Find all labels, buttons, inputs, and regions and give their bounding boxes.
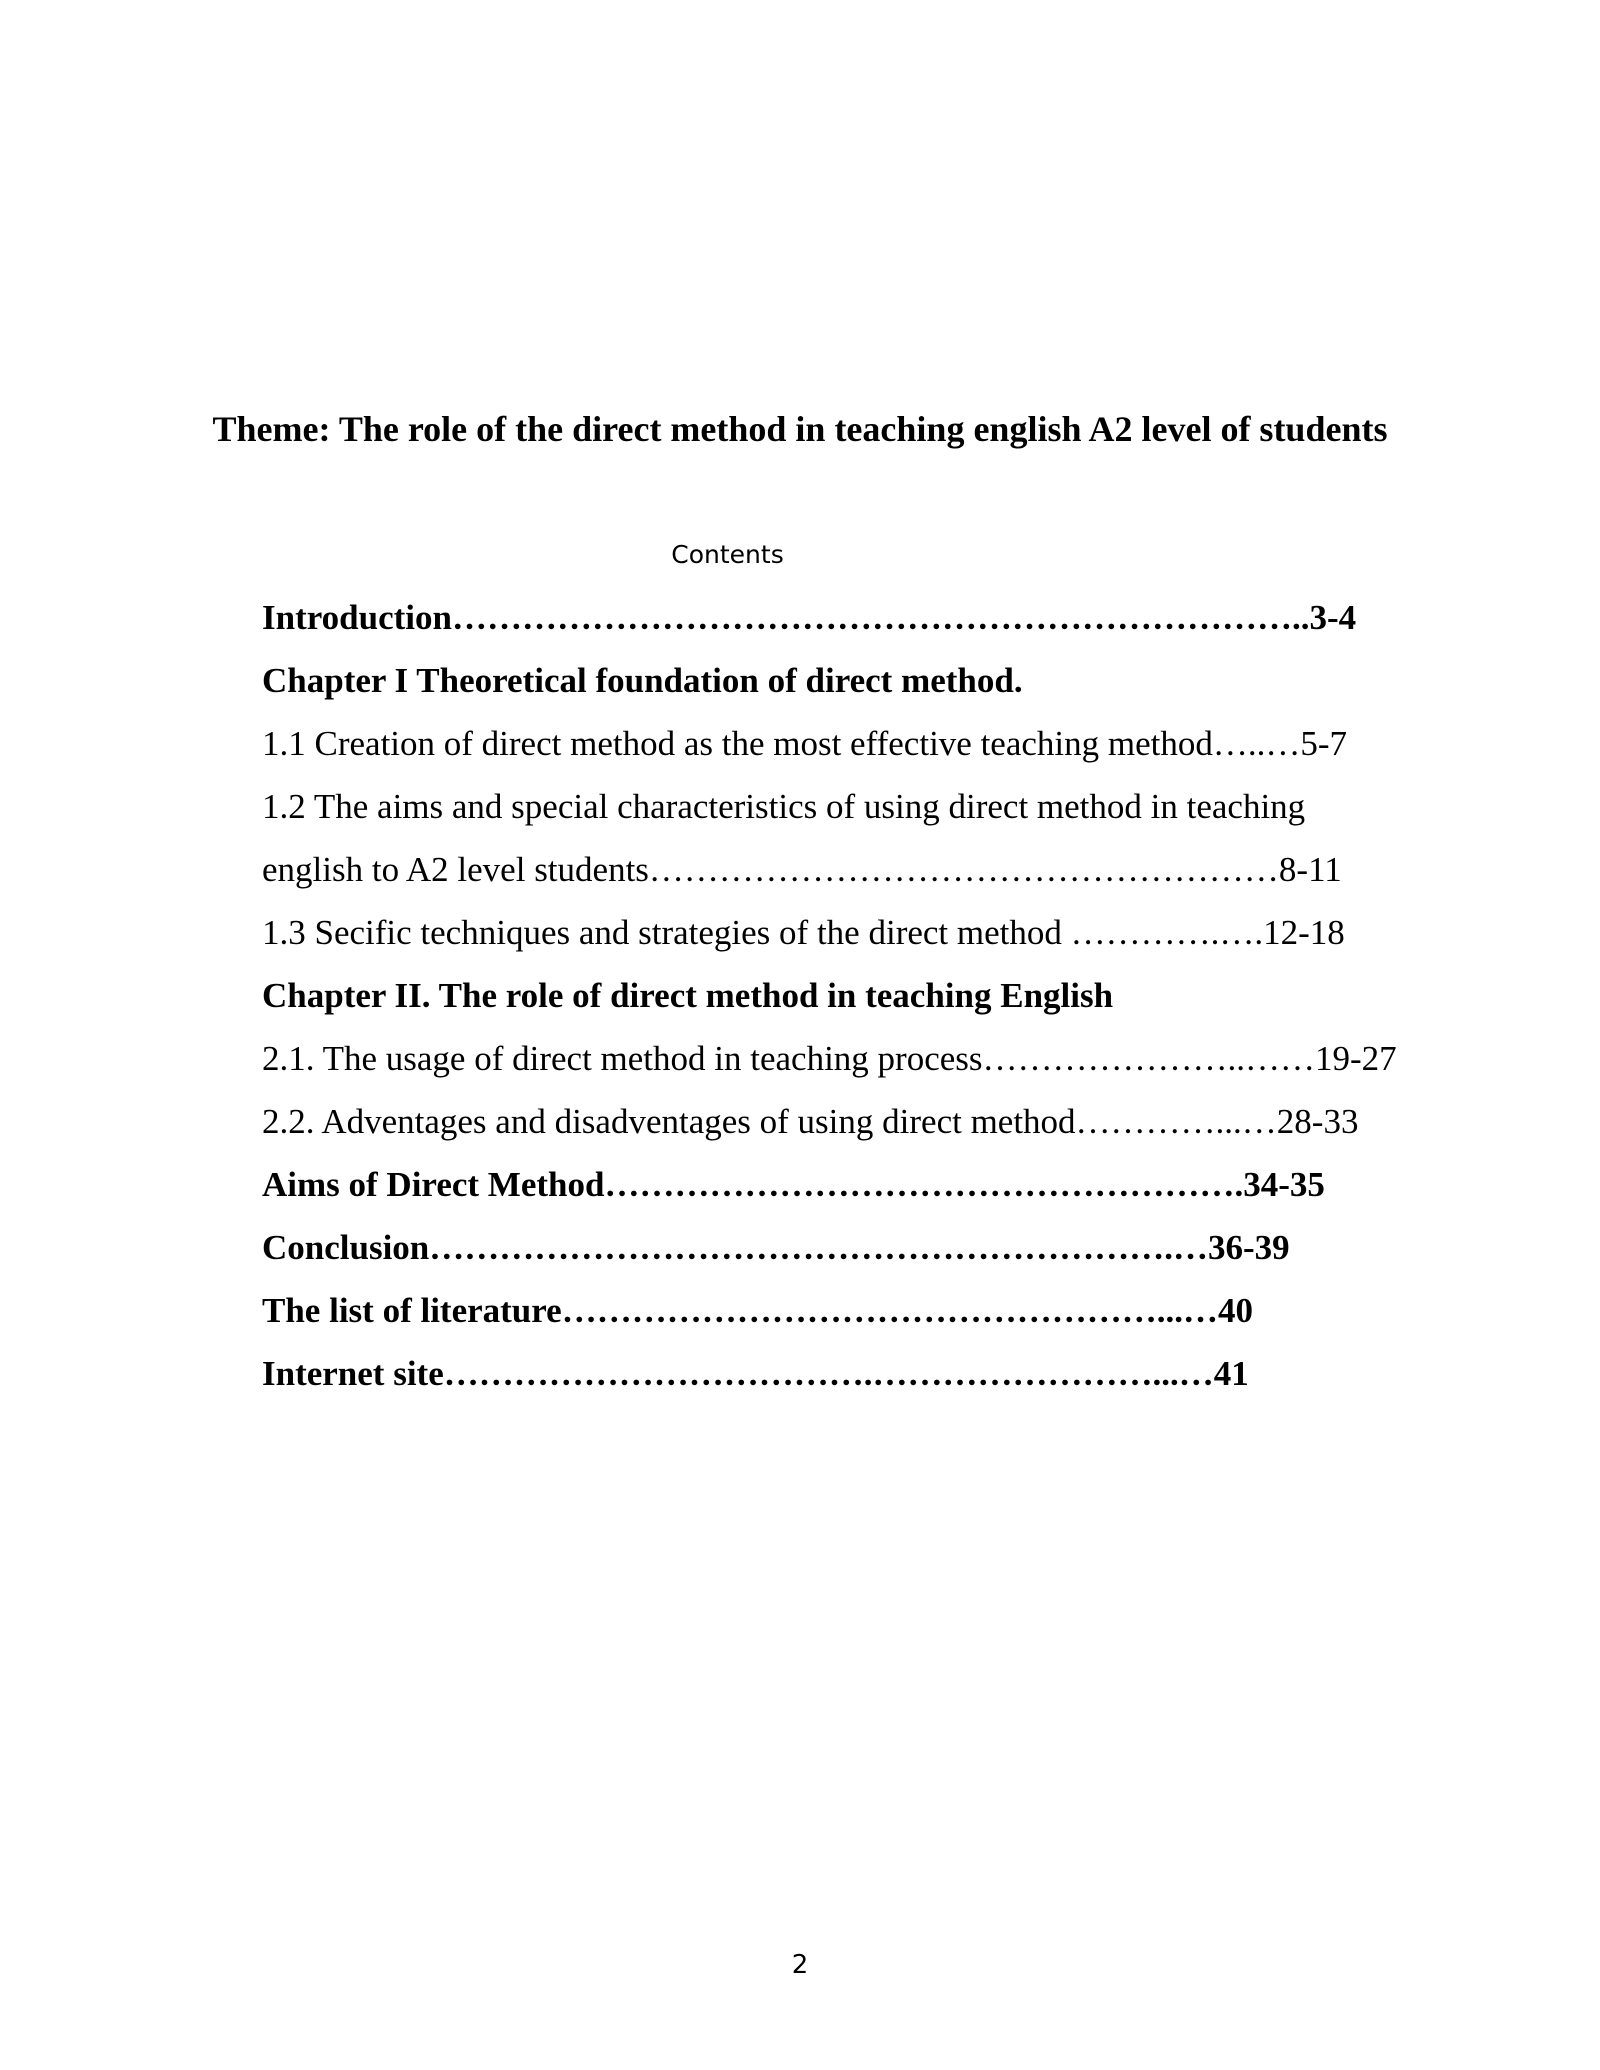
toc-entry-chapter-1: Chapter I Theoretical foundation of direct method. [262,661,1023,700]
page-number: 2 [791,1950,809,1980]
table-of-contents [262,590,1412,1409]
toc-entry-1-2: 1.2 The aims and special characteristics of using direct method in teaching [262,787,1306,826]
toc-entry-1-1: 1.1 Creation of direct method as the most effective teaching method…..…5-7 [262,724,1348,763]
toc-entry-2-2: 2.2. Adventages and disadventages of using direct method…………...…28-33 [262,1102,1359,1141]
toc-entry-2-1: 2.1. The usage of direct method in teaching process…………………..……19-27 [262,1039,1397,1078]
toc-entry-chapter-2: Chapter II. The role of direct method in teaching English [262,976,1114,1015]
toc-entry-1-3: 1.3 Secific techniques and strategies of the direct method ………….….12-18 [262,913,1345,952]
theme-title: Theme: The role of the direct method in teaching english A2 level of students [212,409,1388,449]
toc-entry-aims: Aims of Direct Method……………………………………………….34-35 [262,1165,1325,1204]
toc-entry-conclusion: Conclusion……………………………………………………….…36-39 [262,1228,1290,1267]
toc-entry-internet-site: Internet site……………………………….……………………...…41 [262,1354,1249,1393]
contents-heading: Contents [671,540,784,569]
toc-entry-1-2-continued: english to A2 level students………………………………………………8-11 [262,850,1342,889]
toc-entry-introduction: Introduction………………………………………………………………..3-4 [262,598,1357,637]
toc-entry-literature: The list of literature……………………………………………...…40 [262,1291,1253,1330]
